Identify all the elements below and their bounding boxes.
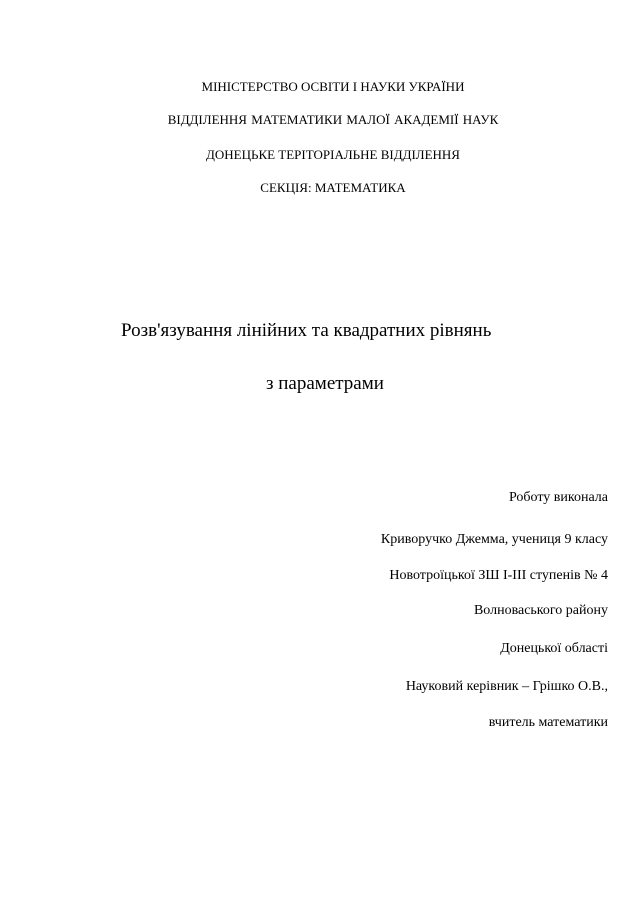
author-student: Криворучко Джемма, учениця 9 класу <box>380 532 608 547</box>
section-heading: СЕКЦІЯ: МАТЕМАТИКА <box>260 180 406 195</box>
ministry-heading: МІНІСТЕРСТВО ОСВІТИ І НАУКИ УКРАЇНИ <box>201 79 465 94</box>
author-done-by: Роботу виконала <box>508 490 608 505</box>
author-supervisor: Науковий керівник – Грішко О.В., <box>405 679 608 694</box>
branch-heading: ДОНЕЦЬКЕ ТЕРІТОРІАЛЬНЕ ВІДДІЛЕННЯ <box>206 147 460 162</box>
author-district: Волноваського району <box>473 603 608 618</box>
author-school: Новотроїцької ЗШ І-ІІІ ступенів № 4 <box>389 568 608 583</box>
title-line-2: з параметрами <box>266 373 384 394</box>
author-region: Донецької області <box>500 641 608 656</box>
title-line-1: Розв'язування лінійних та квадратних рівнянь <box>121 320 492 341</box>
author-supervisor-role: вчитель математики <box>488 715 608 730</box>
department-heading: ВІДДІЛЕННЯ МАТЕМАТИКИ МАЛОЇ АКАДЕМІЇ НАУК <box>167 112 499 127</box>
